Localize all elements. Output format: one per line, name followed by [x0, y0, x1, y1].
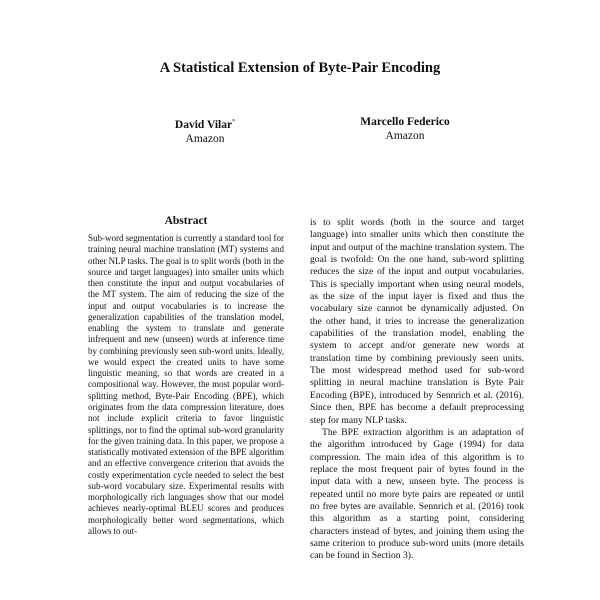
body-column-right	[310, 217, 524, 563]
body-paragraph: is to split words (both in the source and target language) into smaller units which then constitute the input and output of the machine translation system. The goal is twofold: On the one hand, sub-word splitting reduces the size of the input and output vocabularies. This is specially important when using neural models, as the size of the input layer is fixed and thus the vocabulary size cannot be dynamically adjusted. On the other hand, it tries to increase the generalization capabilities of the translation model, enabling the system to accept and/or generate new words at translation time by combining previously seen units. The most widespread method used for sub-word splitting in neural machine translation is Byte Pair Encoding (BPE), introduced by Sennrich et al. (2016). Since then, BPE has become a default preprocessing step for many NLP tasks.	[310, 217, 524, 426]
author-footnote-mark: *	[232, 119, 236, 125]
abstract-text: Sub-word segmentation is currently a standard tool for training neural machine translation (MT) systems and other NLP tasks. The goal is to split words (both in the source and target languages) into smaller units which then constitute the input and output vocabularies of the MT system. The aim of reducing the size of the input and output vocabularies is to increase the generalization capabilities of the translation model, enabling the system to translate and generate infrequent and new (unseen) words at inference time by combining previously seen sub-word units. Ideally, we would expect the created units to have some linguistic meaning, so that words are created in a compositional way. However, the most popular word-splitting method, Byte-Pair Encoding (BPE), which originates from the data compression literature, does not include explicit criteria to favor linguistic splittings, nor to find the optimal sub-word granularity for the given training data. In this paper, we propose a statistically motivated extension of the BPE algorithm and an effective convergence criterion that avoids the costly experimentation cycle needed to select the best sub-word vocabulary size. Experimental results with morphologically rich languages show that our model achieves nearly-optimal BLEU scores and produces morphologically better word segmentations, which allows to out-	[88, 233, 284, 536]
author-affiliation: Amazon	[385, 130, 425, 142]
body-paragraph: The BPE extraction algorithm is an adaptation of the algorithm introduced by Gage (1994) for data compression. The main idea of this algorithm is to replace the most frequent pair of bytes found in the input data with a new, unseen byte. The process is repeated until no more byte pairs are repeated or until no free bytes are available. Sennrich et al. (2016) took this algorithm as a starting point, considering characters instead of bytes, and joining them using the same criterion to produce sub-word units (more details can be found in Section 3).	[310, 426, 524, 562]
paper-title: A Statistical Extension of Byte-Pair Encoding	[159, 60, 441, 76]
author-block-1	[140, 115, 270, 146]
author-block-2	[330, 115, 480, 143]
author-name: David Vilar	[174, 118, 233, 131]
author-affiliation: Amazon	[185, 132, 225, 145]
abstract-heading: Abstract	[164, 215, 208, 227]
author-name: Marcello Federico	[360, 116, 450, 128]
